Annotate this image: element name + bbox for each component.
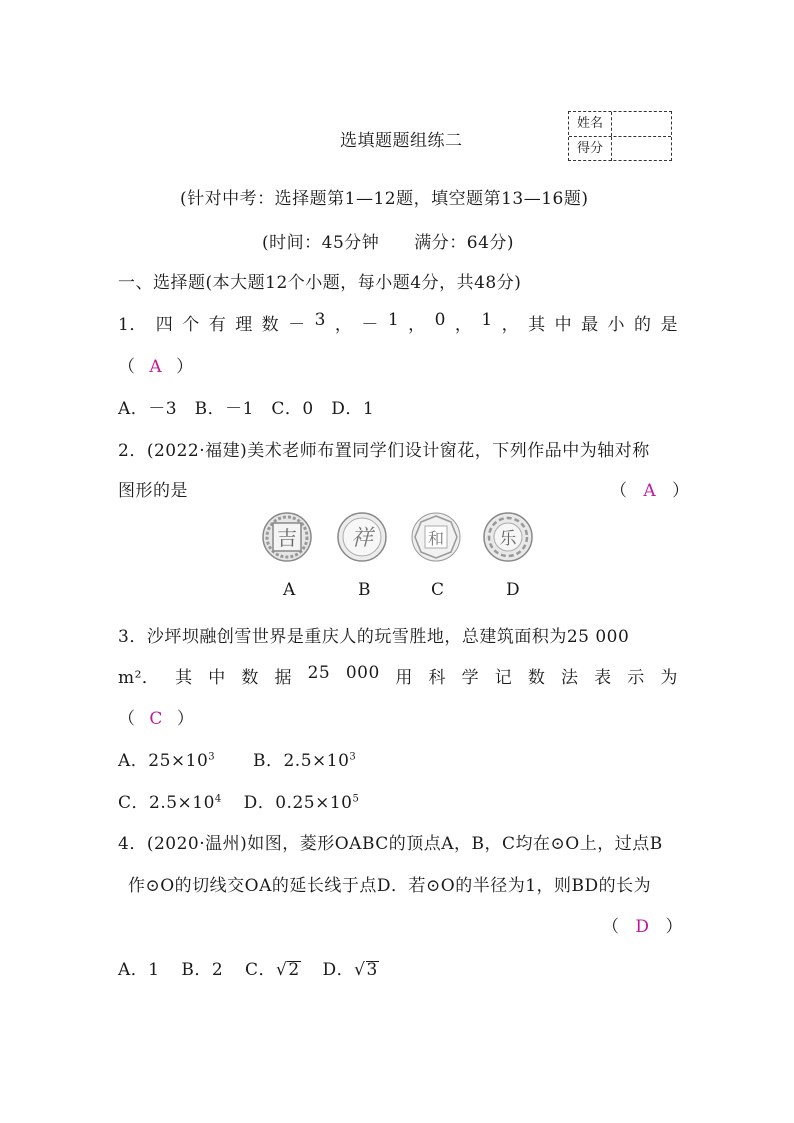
q3-char: 为 [660,668,678,688]
q3-option-b-text: B．2.5×10 [252,751,350,771]
q4-option-c-text: C． [245,960,277,980]
q4-options [118,955,379,980]
paren-close: ） [176,709,195,729]
q3-char: 其 [175,668,193,688]
q4-option-a: A．1 [118,960,160,980]
radical-sign: √ [354,960,366,980]
q3-options-row2 [118,788,359,813]
q3-option-b-exp: 3 [349,751,357,763]
q4-option-d-text: D． [322,960,355,980]
paren-close: ） [176,357,194,377]
paper-cut-image-c [411,512,461,562]
q3-char: m²． [118,668,160,688]
q4-option-d-radicand: 3 [366,960,378,980]
q3-option-a-exp: 3 [208,751,216,763]
q3-option-d [244,793,360,813]
q4-answer: D [635,917,650,937]
subtitle: (针对中考：选择题第1—12题，填空题第13—16题) [180,189,589,209]
score-row [569,136,671,161]
q1-answer: A [149,357,163,377]
q1-char: 1． [118,315,147,335]
page-title: 选填题题组练二 [340,131,463,151]
q4-answer-bracket [602,912,683,937]
q3-char: 中 [208,668,226,688]
q1-char: 的 [634,315,652,335]
q1-char: 最 [581,315,599,335]
q3-char: 示 [627,668,645,688]
q1-char: 0 [434,310,446,330]
q3-line2 [118,663,678,688]
q3-line1: 3．沙坪坝融创雪世界是重庆人的玩雪胜地，总建筑面积为25 000 [118,627,630,647]
q1-char: 中 [554,315,573,335]
paren-open: （ [602,917,620,937]
q1-char: ， [454,315,473,335]
q3-char: 表 [594,668,612,688]
q3-option-d-text: D．0.25×10 [243,793,353,813]
q3-option-c-exp: 4 [214,793,222,805]
q4-option-c [245,960,301,980]
image-label-a: A [283,580,296,600]
name-row [569,112,671,136]
time-info: (时间：45分钟 满分：64分) [262,233,515,253]
q3-char: 科 [428,668,447,688]
seal-glyph-c: 和 [427,529,445,548]
q2-answer-bracket [610,476,690,501]
q1-char: 1 [481,310,493,330]
q1-stem [118,310,678,335]
section-heading: 一、选择题(本大题12个小题，每小题4分，共48分) [118,273,522,293]
q4-option-c-radicand: 2 [288,960,300,980]
q3-char: 法 [561,668,579,688]
paren-open: （ [118,357,136,377]
q2-line1: 2．(2022·福建)美术老师布置同学们设计窗花，下列作品中为轴对称 [118,441,650,461]
paper-cut-image-a [262,512,312,562]
q3-char: 据 [274,668,292,688]
q3-options-row1 [118,746,356,771]
q3-char: 数 [241,668,259,688]
q1-char: 1 [387,310,400,330]
seal-glyph-d: 乐 [499,529,517,549]
q4-line2: 作⊙O的切线交OA的延长线于点D．若⊙O的半径为1，则BD的长为 [128,876,652,896]
image-label-c: C [431,580,445,600]
q3-option-a-text: A．25×10 [118,751,209,771]
q3-option-d-exp: 5 [352,793,360,805]
q3-char: 000 [345,663,380,683]
q1-char: 其 [528,315,546,335]
q1-char: 是 [660,315,678,335]
paper-cut-image-d [483,512,533,562]
q3-char: 数 [527,668,546,688]
q3-option-b [253,751,356,771]
paren-open: （ [610,481,628,501]
q1-answer-bracket [118,352,194,377]
q4-option-b: B．2 [181,960,224,980]
q1-options: A．－3 B．－1 C．0 D．1 [118,399,375,419]
radical-sign: √ [276,960,288,980]
image-label-d: D [506,580,521,600]
q1-char: 3 [314,310,326,330]
name-score-box [568,111,672,161]
q3-option-c [118,793,222,813]
q4-option-d [323,960,379,980]
q1-char: － [361,315,379,335]
q3-char: 25 [307,663,331,683]
q4-line1: 4．(2020·温州)如图，菱形OABC的顶点A，B，C均在⊙O上，过点B [118,834,663,854]
q3-option-c-text: C．2.5×10 [118,793,215,813]
q1-char: ， [334,315,353,335]
seal-glyph-b: 祥 [350,526,374,551]
paren-open: （ [118,709,136,729]
paren-close: ） [672,481,690,501]
q3-char: 学 [461,668,480,688]
q1-char: ， [408,315,426,335]
q1-char: 数 [261,315,280,335]
q1-char: － [288,315,306,335]
q1-char: 小 [607,315,626,335]
q1-char: 四 [155,315,174,335]
score-label: 得分 [569,137,612,161]
q3-char: 用 [395,668,413,688]
q1-char: 个 [182,315,200,335]
name-label: 姓名 [569,112,612,136]
q3-answer-bracket [118,704,194,729]
q3-option-a [118,751,215,771]
q1-char: 有 [208,315,227,335]
image-label-b: B [358,580,371,600]
q3-char: 记 [494,668,513,688]
paren-close: ） [665,917,683,937]
q1-char: 理 [235,315,253,335]
paper-cut-image-b [337,512,387,562]
q3-answer: C [149,709,163,729]
q1-char: ， [501,315,520,335]
q2-answer: A [643,481,657,501]
seal-glyph-a: 吉 [277,526,297,550]
q2-line2: 图形的是 [118,481,188,501]
